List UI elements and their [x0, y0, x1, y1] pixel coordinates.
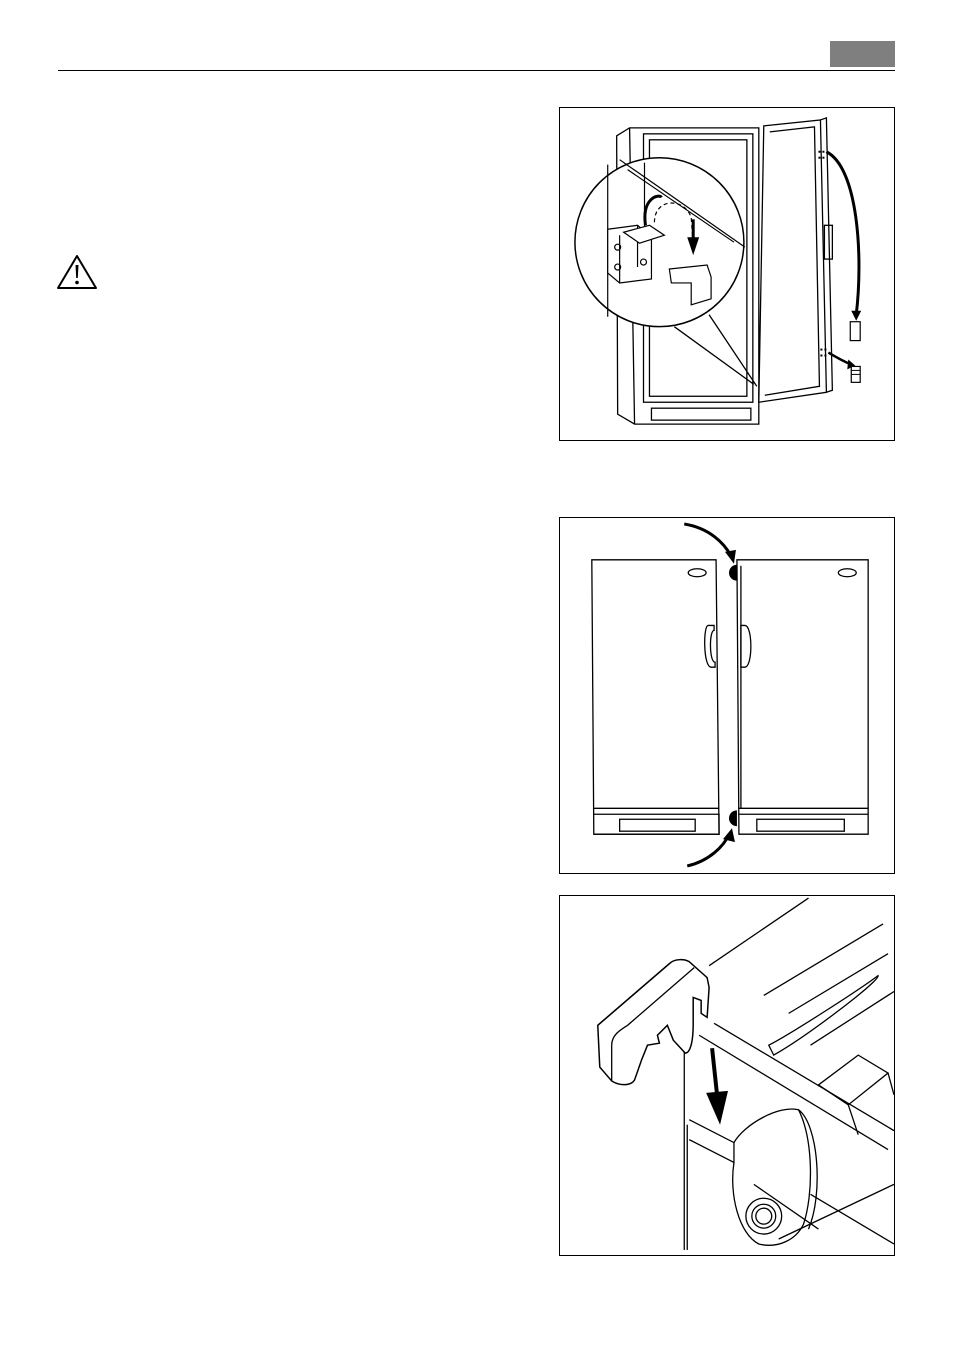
door-alignment-figure — [559, 517, 895, 874]
language-tab — [830, 41, 895, 67]
header-rule — [58, 70, 895, 71]
door-reversal-hinge-figure — [559, 107, 895, 441]
warning-triangle-icon — [55, 253, 99, 291]
fridge-pair-illustration — [560, 518, 894, 873]
hinge-cover-illustration — [560, 896, 894, 1255]
fridge-hinge-illustration — [560, 108, 894, 440]
hinge-cover-figure — [559, 895, 895, 1256]
